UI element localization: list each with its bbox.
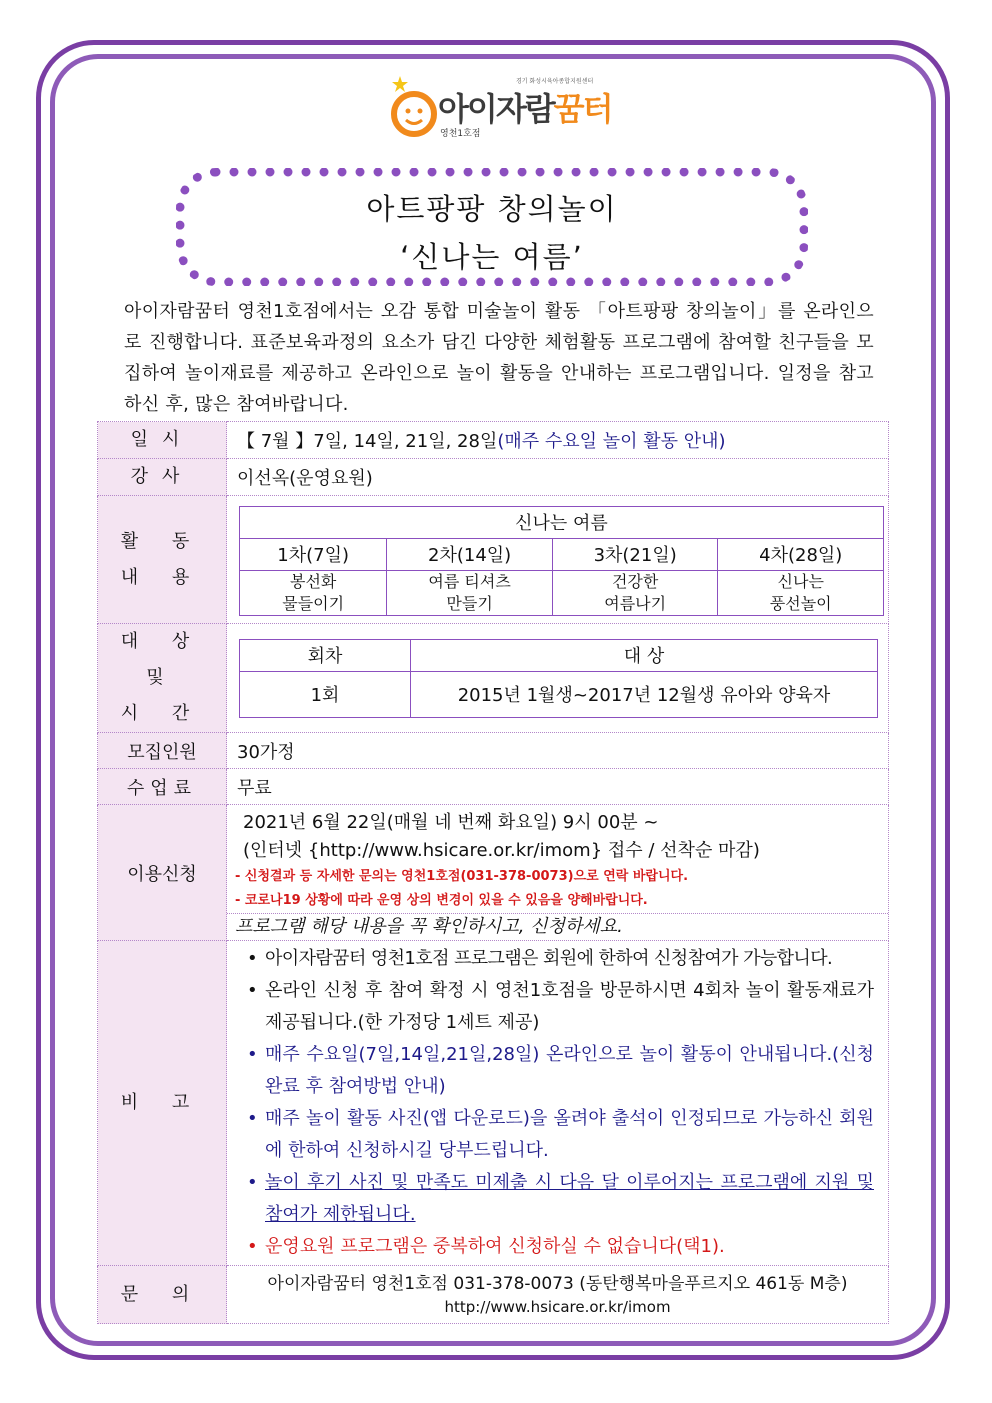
target-label-1: 대 상 (120, 631, 204, 652)
logo-name-2: 꿈터 (553, 90, 612, 128)
remark-1: • 아이자람꿈터 영천1호점 프로그램은 회원에 한하여 신청참여가 가능합니다. (247, 943, 874, 975)
title-box (176, 168, 808, 286)
row-capacity (98, 733, 889, 769)
row-target (98, 624, 889, 733)
activity-item-1-a: 봉선화 (289, 571, 337, 591)
title-line-2: ‘신나는 여름’ (400, 240, 584, 274)
logo-top-text: 경기 화성시육아종합지원센터 (516, 78, 594, 85)
session-1: 1차(7일) (240, 538, 387, 570)
remark-6: • 운영요원 프로그램은 중복하여 신청하실 수 없습니다(택1). (247, 1231, 874, 1263)
apply-cell (227, 805, 889, 941)
logo-face-icon (388, 74, 440, 138)
logo-name-1: 아이자람 (438, 90, 554, 128)
date-value: 【 7월 】7일, 14일, 21일, 28일 (237, 431, 498, 452)
date-note: (매주 수요일 놀이 활동 안내) (497, 431, 726, 452)
remark-5: • 놀이 후기 사진 및 만족도 미제출 시 다음 달 이루어지는 프로그램에 지원 및 참여가 제한됩니다. (247, 1167, 874, 1231)
apply-note-1: - 신청결과 등 자세한 문의는 영천1호점(031-378-0073)으로 연락 바랍니다. (235, 869, 689, 884)
target-desc: 2015년 1월생~2017년 12월생 유아와 양육자 (411, 671, 878, 717)
activity-item-4-a: 신나는 (777, 571, 824, 591)
activity-item-4-b: 풍선놀이 (769, 593, 832, 613)
row-instructor (98, 459, 889, 496)
intro-paragraph: 아이자람꿈터 영천1호점에서는 오감 통합 미술놀이 활동 「아트팡팡 창의놀이」를 온라인으로 진행합니다. 표준보육과정의 요소가 담긴 다양한 체험활동 프로그램에 참여할 친구들을 모집하여 놀이재료를 제공하고 온라인으로 놀이 활동을 안내하는 프로그램입니다. 일정을 참고하신 후, 많은 참여바랍니다. (124, 301, 874, 415)
contact-line-1: 아이자람꿈터 영천1호점 031-378-0073 (동탄행복마을푸르지오 461동 M층) (267, 1273, 848, 1294)
target-table (239, 639, 878, 718)
activity-item-2-a: 여름 티셔츠 (428, 571, 511, 591)
row-fee (98, 769, 889, 805)
logo (388, 74, 618, 144)
remarks-list (235, 943, 874, 1263)
activity-cell (227, 496, 889, 624)
date-label: 일시 (98, 422, 227, 459)
capacity-value: 30가정 (227, 733, 889, 769)
capacity-label: 모집인원 (98, 733, 227, 769)
activity-label (98, 496, 227, 624)
activity-item-3-a: 건강한 (611, 571, 659, 591)
activity-label-2: 내 용 (120, 566, 204, 588)
activity-item-3-b: 여름나기 (604, 593, 667, 613)
apply-label: 이용신청 (98, 805, 227, 941)
contact-cell (227, 1266, 889, 1324)
session-2: 2차(14일) (387, 538, 553, 570)
activity-table (239, 506, 884, 616)
target-col-2: 대 상 (411, 639, 878, 671)
apply-line-1: 2021년 6월 22일(매월 네 번째 화요일) 9시 00분 ~ (243, 812, 659, 833)
remark-3: • 매주 수요일(7일,14일,21일,28일) 온라인으로 놀이 활동이 안내됩니다.(신청완료 후 참여방법 안내) (247, 1039, 874, 1103)
activity-item-2 (387, 570, 553, 615)
remark-4: • 매주 놀이 활동 사진(앱 다운로드)을 올려야 출석이 인정되므로 가능하신 회원에 한하여 신청하시길 당부드립니다. (247, 1103, 874, 1167)
apply-line-2: (인터넷 {http://www.hsicare.or.kr/imom} 접수 / 선착순 마감) (243, 840, 760, 861)
row-apply (98, 805, 889, 941)
row-contact (98, 1266, 889, 1324)
instructor-value: 이선옥(운영요원) (227, 459, 889, 496)
fee-label: 수업료 (98, 769, 227, 805)
activity-item-2-b: 만들기 (446, 593, 493, 613)
activity-header: 신나는 여름 (240, 506, 884, 538)
title-line-1: 아트팡팡 창의놀이 (366, 192, 618, 226)
target-label-3: 시 간 (120, 703, 204, 724)
activity-item-1-b: 물들이기 (282, 593, 345, 613)
remarks-cell (227, 941, 889, 1266)
contact-url[interactable]: http://www.hsicare.or.kr/imom (444, 1297, 671, 1316)
target-round: 1회 (240, 671, 411, 717)
apply-confirm: 프로그램 해당 내용을 꼭 확인하시고, 신청하세요. (227, 913, 888, 940)
row-date (98, 422, 889, 459)
info-table (97, 421, 889, 1324)
row-remarks (98, 941, 889, 1266)
contact-label: 문 의 (98, 1266, 227, 1324)
target-col-1: 회차 (240, 639, 411, 671)
instructor-label: 강사 (98, 459, 227, 496)
target-label-2: 및 (146, 667, 178, 688)
target-label (98, 624, 227, 733)
target-cell (227, 624, 889, 733)
session-4: 4차(28일) (718, 538, 884, 570)
date-cell (227, 422, 889, 459)
activity-item-4 (718, 570, 884, 615)
logo-text (438, 84, 611, 130)
remark-2: • 온라인 신청 후 참여 확정 시 영천1호점을 방문하시면 4회차 놀이 활동재료가 제공됩니다.(한 가정당 1세트 제공) (247, 975, 874, 1039)
logo-branch: 영천1호점 (440, 129, 481, 139)
row-activity (98, 496, 889, 624)
activity-item-1 (240, 570, 387, 615)
apply-note-2: - 코로나19 상황에 따라 운영 상의 변경이 있을 수 있음을 양해바랍니다. (235, 893, 648, 908)
session-3: 3차(21일) (552, 538, 718, 570)
activity-item-3 (552, 570, 718, 615)
activity-label-1: 활 동 (120, 530, 204, 552)
fee-value: 무료 (227, 769, 889, 805)
remarks-label: 비 고 (98, 941, 227, 1266)
